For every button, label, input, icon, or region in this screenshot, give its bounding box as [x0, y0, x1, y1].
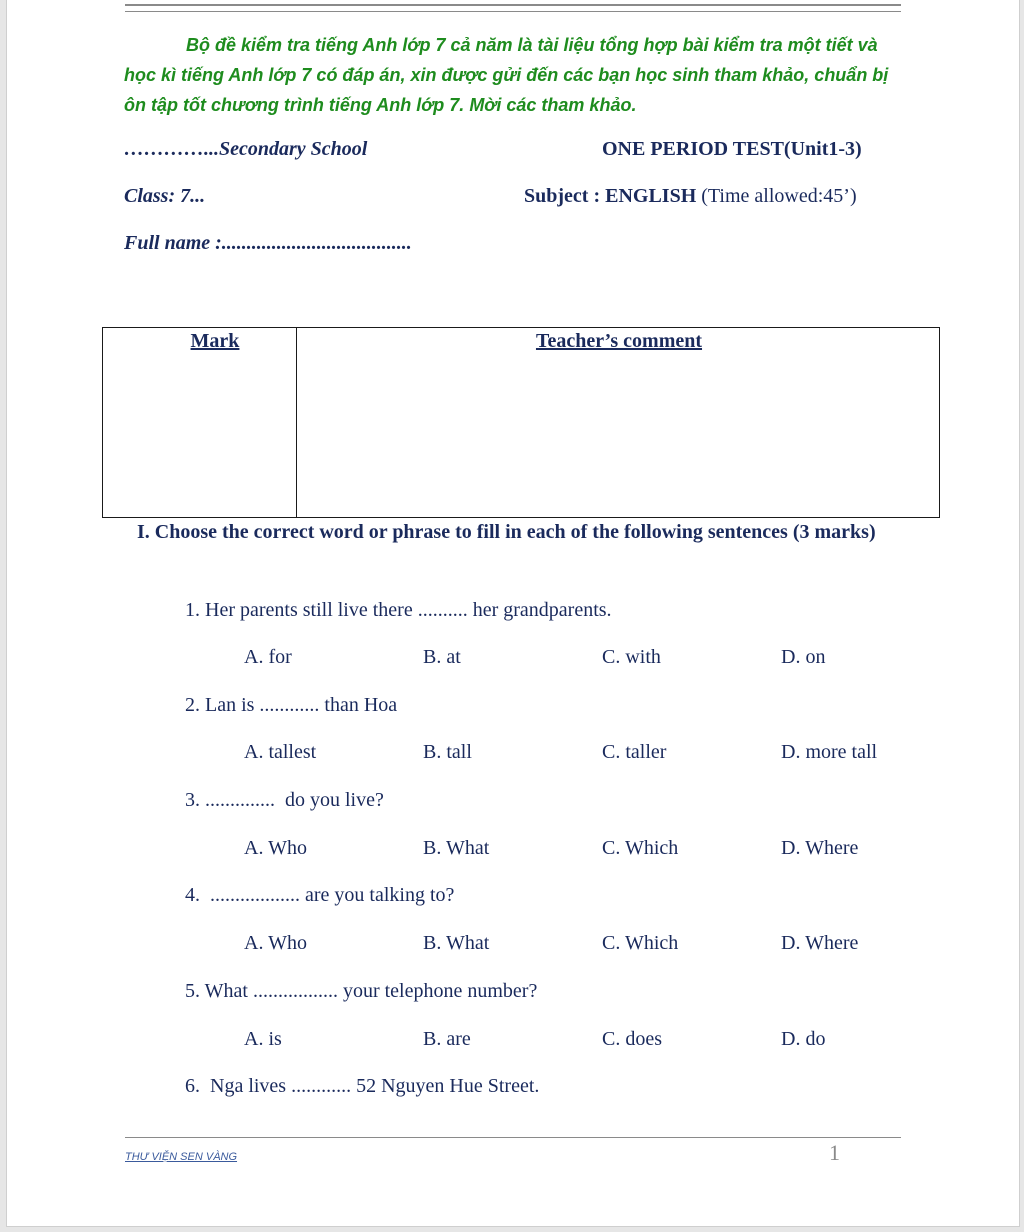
q5-option-a: A. is [244, 1028, 282, 1050]
mark-header: Mark [190, 330, 240, 352]
test-title: ONE PERIOD TEST(Unit1-3) [602, 138, 862, 160]
comment-header: Teacher’s comment [535, 330, 703, 352]
section-heading: I. Choose the correct word or phrase to fill in each of the following sentences (3 marks) [137, 521, 876, 543]
question-2: 2. Lan is ............ than Hoa [185, 694, 398, 716]
q1-option-c: C. with [602, 646, 661, 668]
q2-option-b: B. tall [423, 741, 472, 763]
footer-library-link[interactable]: THƯ VIỆN SEN VÀNG [125, 1151, 238, 1163]
question-6: 6. Nga lives ............ 52 Nguyen Hue Street. [185, 1075, 540, 1097]
q2-option-a: A. tallest [244, 741, 317, 763]
q3-option-a: A. Who [244, 837, 307, 859]
question-3: 3. .............. do you live? [185, 789, 384, 811]
top-rule [125, 4, 901, 12]
q1-option-d: D. on [781, 646, 826, 668]
q3-option-d: D. Where [781, 837, 859, 859]
q5-option-b: B. are [423, 1028, 471, 1050]
q4-option-a: A. Who [244, 932, 307, 954]
question-5: 5. What ................. your telephone number? [185, 980, 538, 1002]
intro-paragraph: Bộ đề kiểm tra tiếng Anh lớp 7 cả năm là tài liệu tổng hợp bài kiểm tra một tiết và học kì tiếng Anh lớp 7 có đáp án, xin được gửi đến các bạn học sinh tham khảo, chuẩn bị ôn tập tốt chương trình tiếng Anh lớp 7. Mời các tham khảo. [124, 35, 889, 115]
q2-option-c: C. taller [602, 741, 667, 763]
school-name: …………...Secondary School [124, 138, 368, 160]
mark-cell [103, 328, 297, 517]
fullname-field: Full name :...................................... [124, 232, 412, 254]
q1-option-b: B. at [423, 646, 461, 668]
question-1: 1. Her parents still live there .......... her grandparents. [185, 599, 612, 621]
q4-option-c: C. Which [602, 932, 679, 954]
q4-option-b: B. What [423, 932, 490, 954]
subject-line [524, 185, 857, 208]
q3-option-c: C. Which [602, 837, 679, 859]
class-label: Class: 7... [124, 185, 206, 207]
footer-rule [125, 1137, 901, 1138]
subject-label: Subject : ENGLISH [524, 185, 697, 207]
mark-table [102, 327, 940, 518]
q4-option-d: D. Where [781, 932, 859, 954]
q3-option-b: B. What [423, 837, 490, 859]
document-page [6, 0, 1020, 1227]
q1-option-a: A. for [244, 646, 292, 668]
q5-option-d: D. do [781, 1028, 826, 1050]
question-4: 4. .................. are you talking to? [185, 884, 455, 906]
q2-option-d: D. more tall [781, 741, 878, 763]
q5-option-c: C. does [602, 1028, 662, 1050]
time-allowed: (Time allowed:45’) [696, 185, 857, 207]
page-number: 1 [829, 1140, 840, 1165]
